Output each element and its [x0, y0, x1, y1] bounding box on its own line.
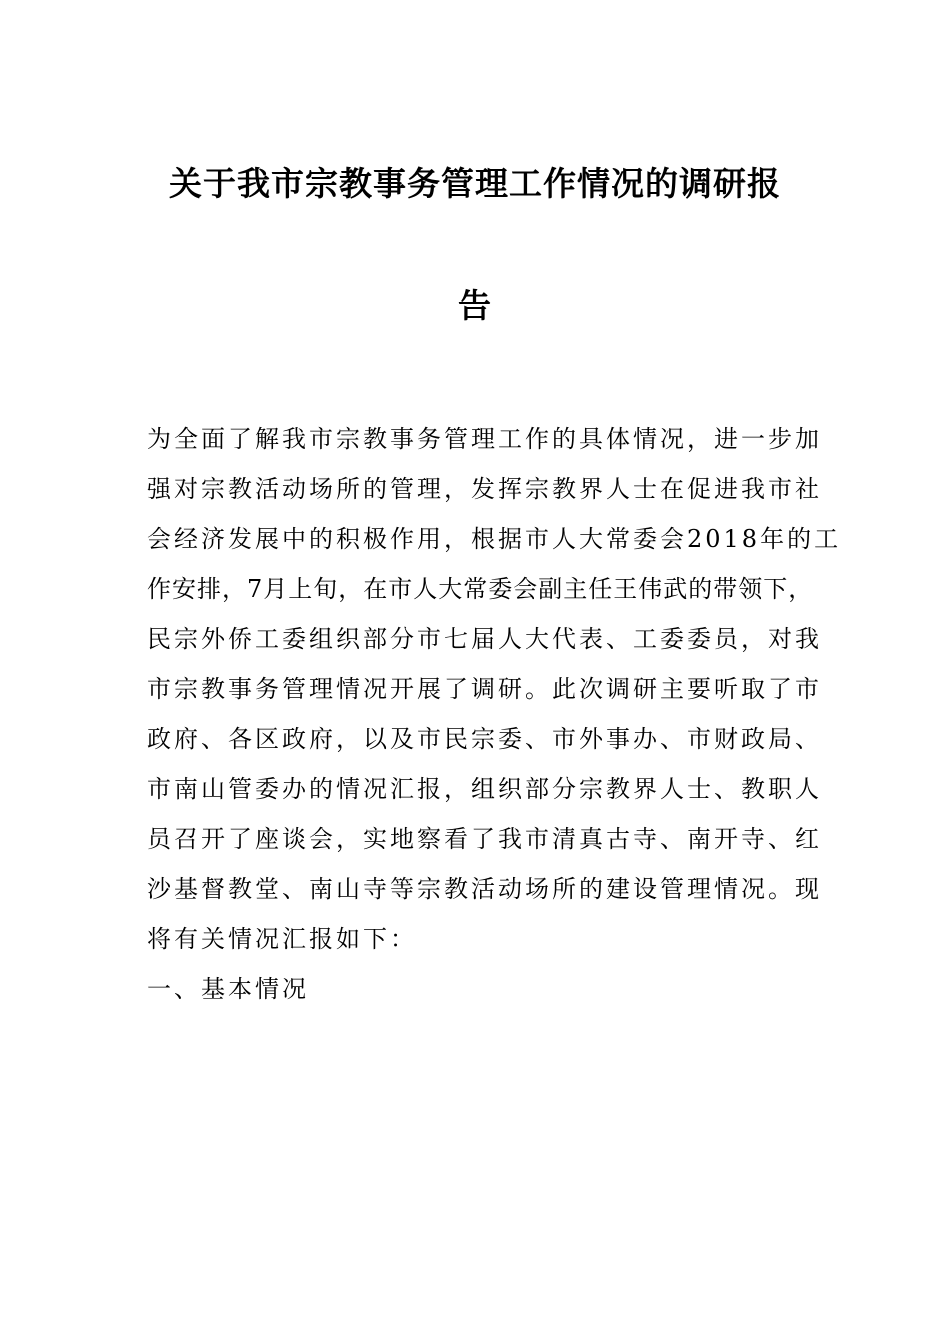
document-title-line-2: 告 — [458, 286, 492, 325]
paragraph-line: 民宗外侨工委组织部分市七届人大代表、工委委员，对我 — [147, 625, 822, 653]
paragraph-line: 作安排，7月上旬，在市人大常委会副主任王伟武的带领下， — [147, 575, 814, 603]
paragraph-line: 沙基督教堂、南山寺等宗教活动场所的建设管理情况。现 — [147, 875, 822, 903]
section-heading: 一、基本情况 — [147, 975, 309, 1003]
paragraph-line: 政府、各区政府，以及市民宗委、市外事办、市财政局、 — [147, 725, 822, 753]
paragraph-line: 员召开了座谈会，实地察看了我市清真古寺、南开寺、红 — [147, 825, 822, 853]
paragraph-line: 会经济发展中的积极作用，根据市人大常委会2018年的工 — [147, 525, 842, 553]
paragraph-line: 为全面了解我市宗教事务管理工作的具体情况，进一步加 — [147, 425, 822, 453]
paragraph-line: 将有关情况汇报如下： — [147, 925, 417, 953]
document-body — [147, 414, 842, 1014]
paragraph-line: 强对宗教活动场所的管理，发挥宗教界人士在促进我市社 — [147, 475, 822, 503]
document-title-line-1: 关于我市宗教事务管理工作情况的调研报 — [169, 164, 781, 203]
paragraph-line: 市宗教事务管理情况开展了调研。此次调研主要听取了市 — [147, 675, 822, 703]
paragraph-line: 市南山管委办的情况汇报，组织部分宗教界人士、教职人 — [147, 775, 822, 803]
